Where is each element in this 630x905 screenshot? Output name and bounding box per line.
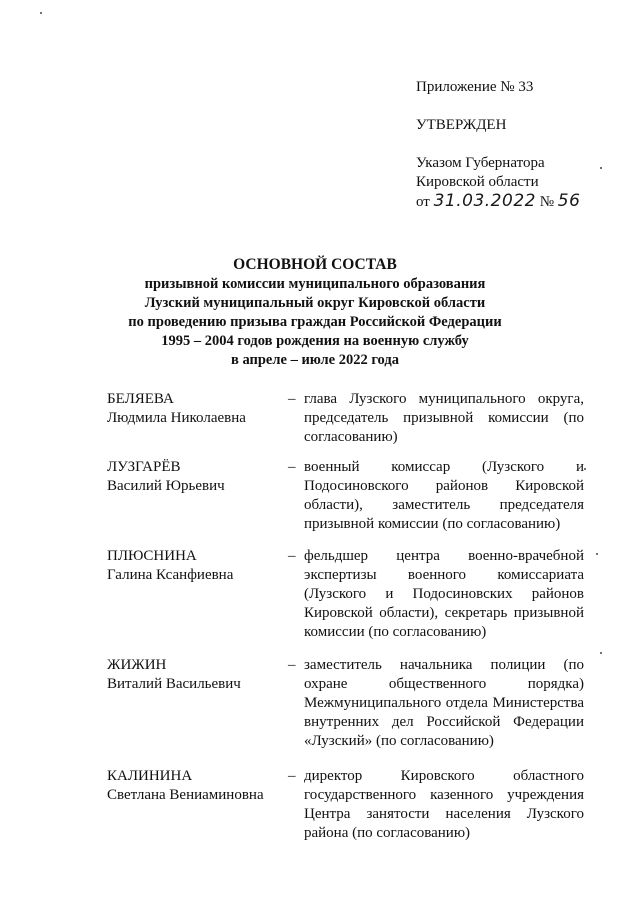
member-role: военный комиссар (Лузского и Подосиновского районов Кировской области), заместитель председателя призывной комиссии (по согласованию) <box>304 459 584 532</box>
approval-header <box>416 78 616 212</box>
title-main: ОСНОВНОЙ СОСТАВ <box>233 256 397 273</box>
member-role: глава Лузского муниципального округа, председатель призывной комиссии (по согласованию) <box>304 391 584 445</box>
member-dash: – <box>288 657 296 673</box>
decree-line-1: Указом Губернатора <box>416 155 545 171</box>
member-given-names: Галина Ксанфиевна <box>107 567 234 583</box>
scan-speck <box>596 553 598 555</box>
member-dash: – <box>288 391 296 407</box>
member-role: директор Кировского областного государственного казенного учреждения Центра занятости населения Лузского района (по согласованию) <box>304 768 584 841</box>
member-dash: – <box>288 459 296 475</box>
member-surname: КАЛИНИНА <box>107 768 193 784</box>
approved-stamp: УТВЕРЖДЕН <box>416 117 507 133</box>
member-surname: ПЛЮСНИНА <box>107 548 197 564</box>
member-role: фельдшер центра военно-врачебной экспертизы военного комиссариата (Лузского и Подосиновских районов Кировской области), секретарь призывной комиссии (по согласованию) <box>304 548 584 640</box>
document-title <box>100 255 530 370</box>
member-role: заместитель начальника полиции (по охране общественного порядка) Межмуниципального отдела Министерства внутренних дел Российской Федерации «Лузский» (по согласованию) <box>304 657 584 749</box>
handwritten-number: 56 <box>557 191 581 211</box>
decree-date-line <box>416 192 616 212</box>
handwritten-date: 31.03.2022 <box>433 191 536 211</box>
member-given-names: Василий Юрьевич <box>107 478 225 494</box>
title-line: по проведению призыва граждан Российской Федерации <box>128 314 502 330</box>
member-given-names: Виталий Васильевич <box>107 676 241 692</box>
appendix-number: Приложение № 33 <box>416 79 534 95</box>
scan-speck <box>600 652 602 654</box>
title-line: 1995 – 2004 годов рождения на военную службу <box>161 333 469 349</box>
scan-speck <box>600 167 602 169</box>
member-given-names: Светлана Вениаминовна <box>107 787 264 803</box>
member-name <box>107 767 282 805</box>
member-surname: ЖИЖИН <box>107 657 167 673</box>
member-given-names: Людмила Николаевна <box>107 410 246 426</box>
member-surname: БЕЛЯЕВА <box>107 391 174 407</box>
scan-speck <box>40 12 42 14</box>
member-dash: – <box>288 768 296 784</box>
member-name <box>107 458 282 496</box>
scan-speck <box>584 468 586 470</box>
member-dash: – <box>288 548 296 564</box>
title-line: призывной комиссии муниципального образования <box>144 276 486 292</box>
decree-line-2: Кировской области <box>416 174 539 190</box>
member-name <box>107 656 282 694</box>
date-prefix: от <box>416 194 430 210</box>
member-name <box>107 390 282 428</box>
member-surname: ЛУЗГАРЁВ <box>107 459 181 475</box>
number-sign: № <box>539 194 555 210</box>
member-name <box>107 547 282 585</box>
title-line: Лузский муниципальный округ Кировской области <box>144 295 486 311</box>
title-line: в апреле – июле 2022 года <box>231 352 399 368</box>
